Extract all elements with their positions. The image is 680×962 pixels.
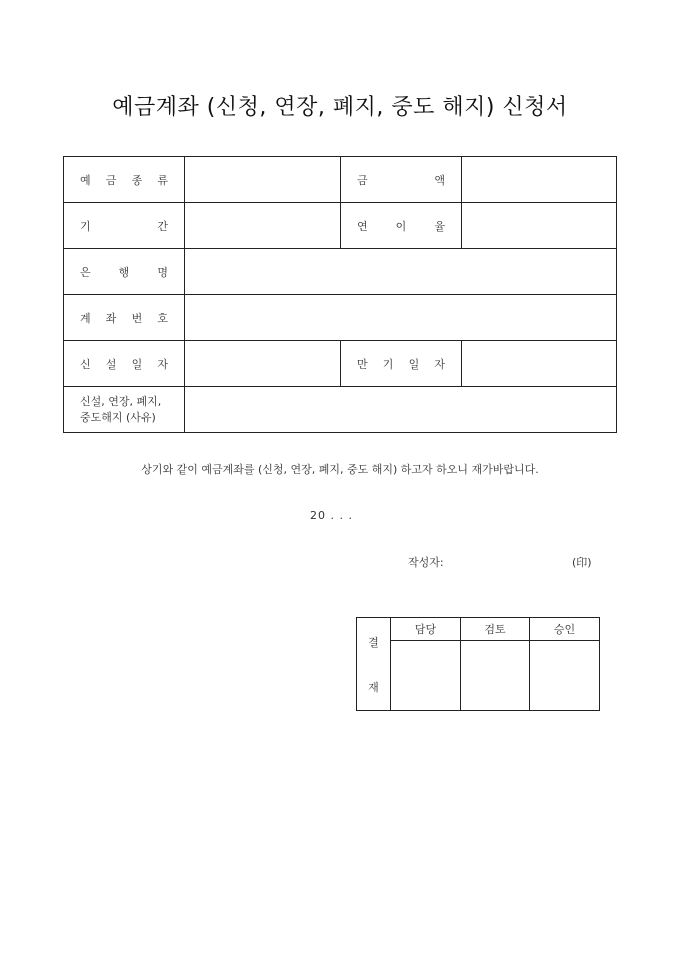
approval-side-label: 결 재 <box>357 618 391 711</box>
approval-table <box>356 617 600 711</box>
table-row <box>64 203 617 249</box>
deposit-type-field[interactable] <box>185 157 341 203</box>
approval-sign-staff[interactable] <box>391 641 461 711</box>
label-interest-rate: 연 이 율 <box>341 203 462 249</box>
label-reason <box>64 387 185 433</box>
table-row <box>64 341 617 387</box>
table-row <box>64 387 617 433</box>
table-row <box>64 249 617 295</box>
label-period: 기 간 <box>64 203 185 249</box>
label-amount: 금 액 <box>341 157 462 203</box>
approval-header-approve: 승인 <box>530 618 600 641</box>
open-date-field[interactable] <box>185 341 341 387</box>
account-number-field[interactable] <box>185 295 617 341</box>
label-bank-name: 은 행 명 <box>64 249 185 295</box>
interest-rate-field[interactable] <box>462 203 617 249</box>
table-row <box>64 295 617 341</box>
label-account-number: 계 좌 번 호 <box>64 295 185 341</box>
approval-header-staff: 담당 <box>391 618 461 641</box>
approval-header-review: 검토 <box>461 618 530 641</box>
label-maturity-date: 만 기 일 자 <box>341 341 462 387</box>
seal-mark: (印) <box>572 556 592 569</box>
reason-field[interactable] <box>185 387 617 433</box>
approval-sign-approve[interactable] <box>530 641 600 711</box>
date-line[interactable]: 20 . . . <box>310 509 353 522</box>
amount-field[interactable] <box>462 157 617 203</box>
approval-sign-review[interactable] <box>461 641 530 711</box>
table-row <box>64 157 617 203</box>
writer-label: 작성자: <box>408 556 444 569</box>
application-form-table <box>63 156 617 433</box>
reason-label-line1: 신설, 연장, 폐지, <box>80 394 162 408</box>
label-open-date: 신 설 일 자 <box>64 341 185 387</box>
form-title: 예금계좌 (신청, 연장, 폐지, 중도 해지) 신청서 <box>112 95 568 120</box>
label-deposit-type: 예 금 종 류 <box>64 157 185 203</box>
reason-label-line2: 중도해지 (사유) <box>80 410 156 424</box>
maturity-date-field[interactable] <box>462 341 617 387</box>
request-statement: 상기와 같이 예금계좌를 (신청, 연장, 폐지, 중도 해지) 하고자 하오니 재가바랍니다. <box>141 463 539 476</box>
approval-sign-row <box>357 641 600 711</box>
period-field[interactable] <box>185 203 341 249</box>
approval-header-row <box>357 618 600 641</box>
bank-name-field[interactable] <box>185 249 617 295</box>
